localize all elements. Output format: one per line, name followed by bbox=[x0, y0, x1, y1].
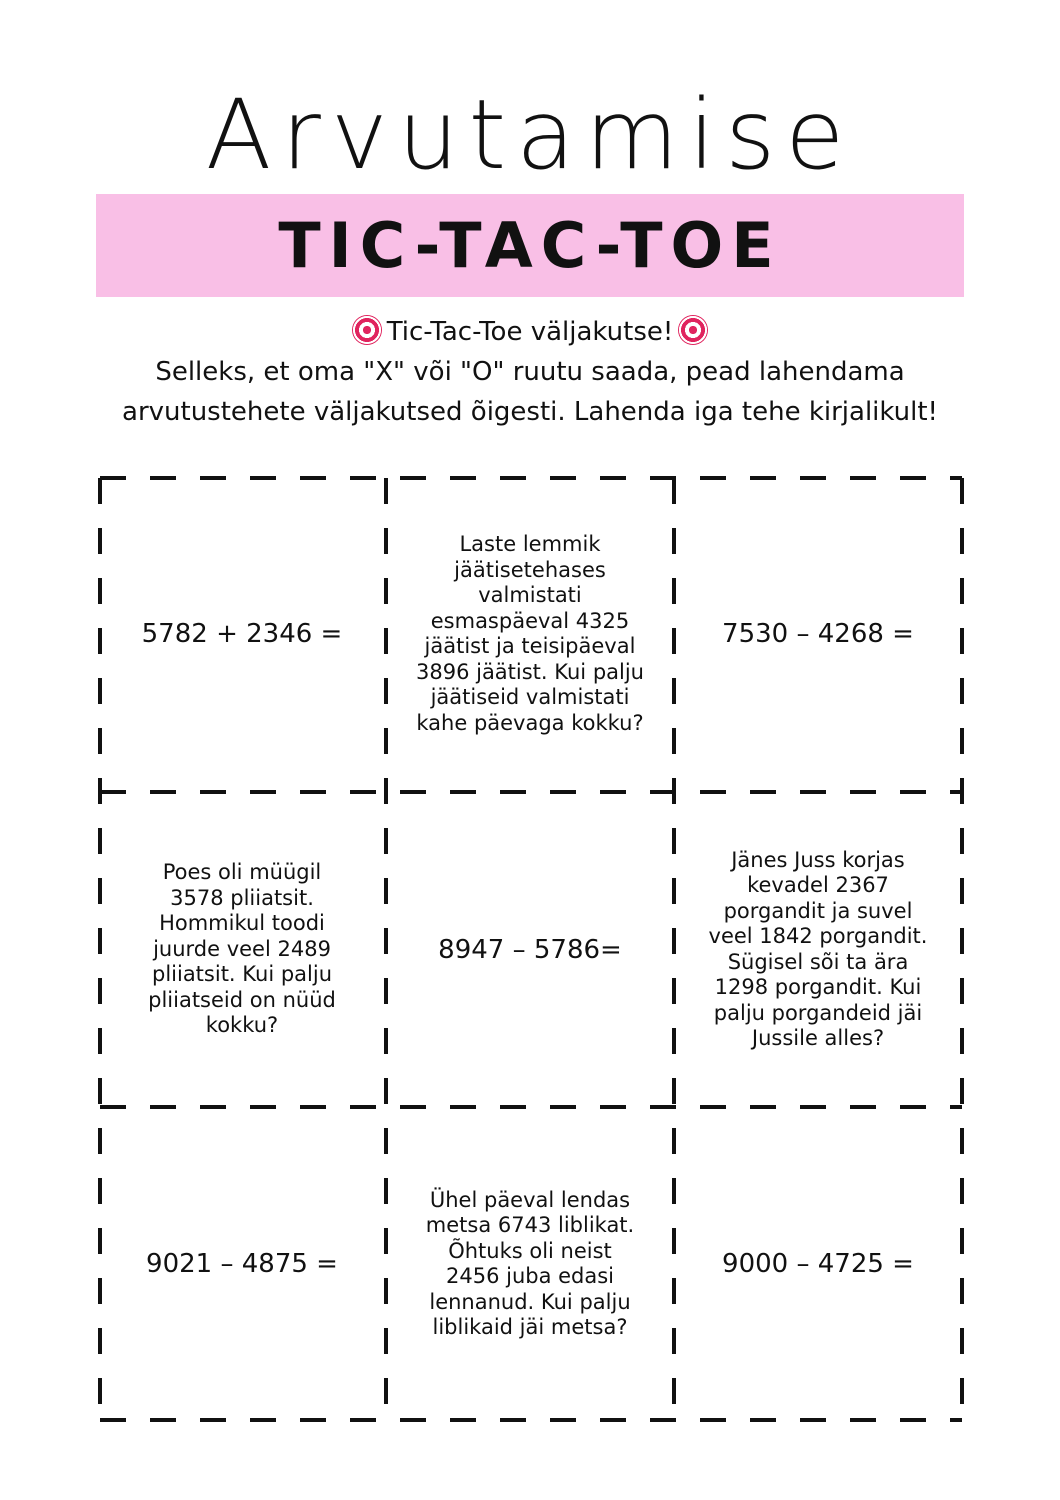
intro-heading-text: Tic-Tac-Toe väljakutse! bbox=[386, 317, 674, 347]
page-title: Arvutamise bbox=[205, 79, 855, 191]
cell-problem: 7530 – 4268 = bbox=[722, 619, 914, 649]
target-icon bbox=[679, 316, 707, 344]
grid-cell-4[interactable] bbox=[98, 792, 386, 1107]
grid-cell-7[interactable] bbox=[98, 1107, 386, 1421]
banner-title: TIC-TAC-TOE bbox=[278, 209, 782, 282]
cell-problem: Laste lemmik jäätisetehases valmistati esmaspäeval 4325 jäätist ja teisipäeval 3896 jäätist. Kui palju jäätiseid valmistati kahe päevaga kokku? bbox=[415, 532, 644, 735]
grid-cell-3[interactable] bbox=[674, 476, 962, 792]
cell-problem: Poes oli müügil 3578 pliiatsit. Hommikul toodi juurde veel 2489 pliiatsit. Kui palju pliiatseid on nüüd kokku? bbox=[148, 860, 336, 1038]
grid-cell-6[interactable] bbox=[674, 792, 962, 1107]
cell-problem: 9000 – 4725 = bbox=[722, 1249, 914, 1279]
grid-cell-1[interactable] bbox=[98, 476, 386, 792]
cell-problem: Jänes Juss korjas kevadel 2367 porgandit ja suvel veel 1842 porgandit. Sügisel sõi ta ära 1298 porgandit. Kui palju porgandeid jäi Jussile alles? bbox=[708, 847, 928, 1050]
intro-text bbox=[100, 312, 960, 432]
intro-heading bbox=[100, 312, 960, 352]
grid-cell-9[interactable] bbox=[674, 1107, 962, 1421]
grid-cell-5[interactable] bbox=[386, 792, 674, 1107]
grid-cell-8[interactable] bbox=[386, 1107, 674, 1421]
cell-problem: 9021 – 4875 = bbox=[146, 1249, 338, 1279]
target-icon bbox=[353, 316, 381, 344]
tic-tac-toe-grid bbox=[98, 476, 964, 1422]
cell-problem: Ühel päeval lendas metsa 6743 liblikat. Õhtuks oli neist 2456 juba edasi lennanud. Kui palju liblikaid jäi metsa? bbox=[425, 1187, 635, 1339]
intro-instructions: Selleks, et oma "X" või "O" ruutu saada, pead lahendama arvutustehete väljakutsed õigesti. Lahenda iga tehe kirjalikult! bbox=[122, 357, 938, 427]
cell-problem: 8947 – 5786= bbox=[438, 934, 622, 965]
title-banner bbox=[96, 194, 964, 297]
grid-cell-2[interactable] bbox=[386, 476, 674, 792]
cell-problem: 5782 + 2346 = bbox=[141, 619, 343, 649]
